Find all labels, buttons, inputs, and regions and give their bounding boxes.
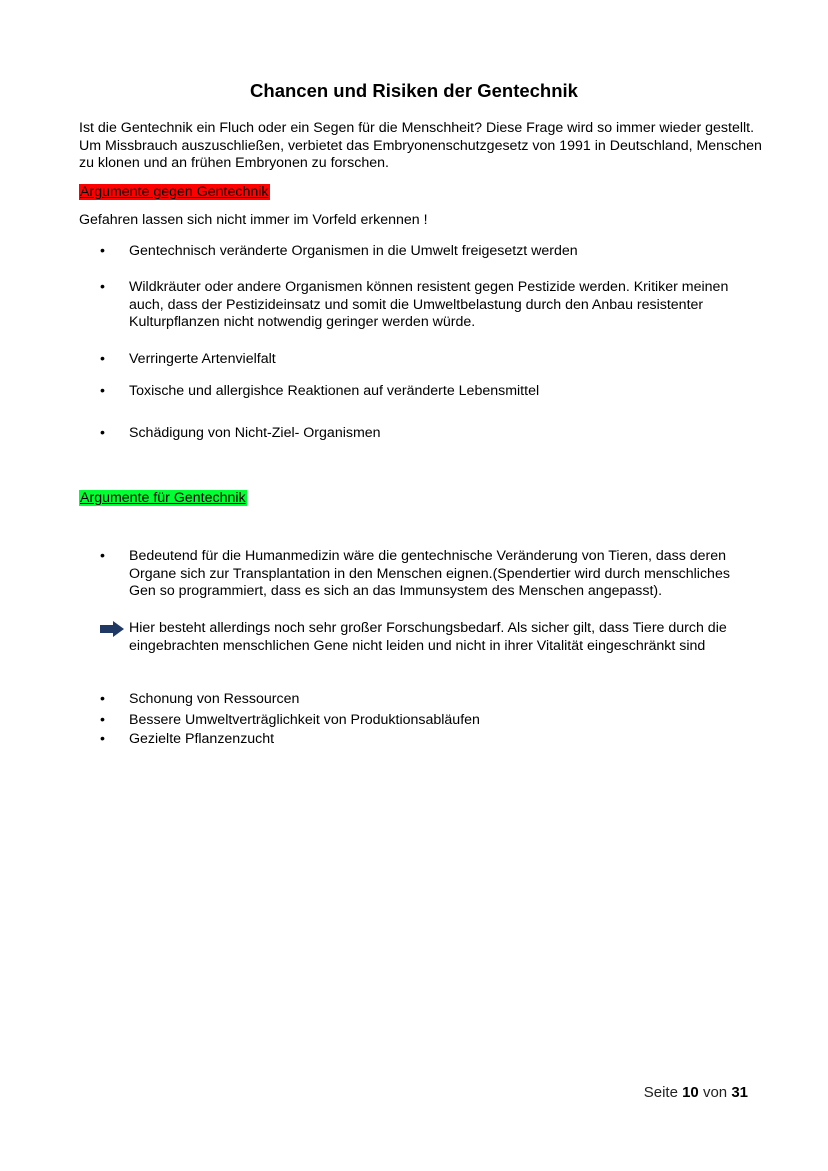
document-page: Chancen und Risiken der Gentechnik Ist die Gentechnik ein Fluch oder ein Segen für die Menschheit? Diese Frage wird so immer wieder gestellt. Um Missbrauch auszuschließen, verbietet das Embryonenschutzgesetz von 1991 in Deutschland, Menschen zu klonen und an frühen Embryonen zu forschen. Argumente gegen Gentechnik Gefahren lassen sich nicht immer im Vorfeld erkennen ! • Gentechnisch veränderte Organismen in die Umwelt freigesetzt werden • Wildkräuter oder andere Organismen können resistent gegen Pestizide werden. Kritiker meinen auch, dass der Pestizideinsatz und somit die Umweltbelastung durch den Anbau resistenter Kulturpflanzen nicht notwendig geringer werden würde. • Verringerte Artenvielfalt • Toxische und allergishce Reaktionen auf veränderte Lebensmittel • Schädigung von Nicht-Ziel- Organismen Argumente für Gentechnik • Bedeutend für die Humanmedizin wäre die gentechnische Veränderung von Tieren, dass deren Organe sich zur Transplantation in den Menschen eignen.(Spendertier wird durch menschliches Gen so programmiert, dass es sich an das Immunsystem des Menschen angepasst). Hier besteht allerdings noch sehr großer Forschungsbedarf. Als sicher gilt, dass Tiere durch die eingebrachten menschlichen Gene nicht leiden und nicht in ihrer Vitalität eingeschränkt sind • Schonung von Ressourcen • Bessere Umweltverträglichkeit von Produktionsabläufen • Gezielte Pflanzenzucht Seite 10 von 31 <box>0 0 828 1171</box>
bullet-icon: • <box>100 691 105 707</box>
bullet-icon: • <box>100 351 105 367</box>
bullet-icon: • <box>100 548 105 564</box>
footer-page-number: 10 <box>682 1084 699 1101</box>
bullet-icon: • <box>100 243 105 259</box>
bullet-icon: • <box>100 279 105 295</box>
intro-paragraph: Ist die Gentechnik ein Fluch oder ein Segen für die Menschheit? Diese Frage wird so immer wieder gestellt. Um Missbrauch auszuschließen, verbietet das Embryonenschutzgesetz von 1991 in Deutschland, Menschen zu klonen und an frühen Embryonen zu forschen. <box>79 120 762 171</box>
footer-prefix: Seite <box>643 1084 678 1101</box>
heading-pro: Argumente für Gentechnik <box>80 490 246 506</box>
against-note: Gefahren lassen sich nicht immer im Vorfeld erkennen ! <box>79 212 428 228</box>
page-footer <box>644 1084 748 1101</box>
footer-middle: von <box>702 1084 728 1101</box>
bullet-icon: • <box>100 731 105 747</box>
page-title: Chancen und Risiken der Gentechnik <box>250 80 578 101</box>
arrow-right-icon <box>100 621 124 637</box>
bullet-icon: • <box>100 712 105 728</box>
heading-against: Argumente gegen Gentechnik <box>80 184 269 200</box>
bullet-icon: • <box>100 425 105 441</box>
bullet-icon: • <box>100 383 105 399</box>
footer-total-pages: 31 <box>731 1084 748 1101</box>
